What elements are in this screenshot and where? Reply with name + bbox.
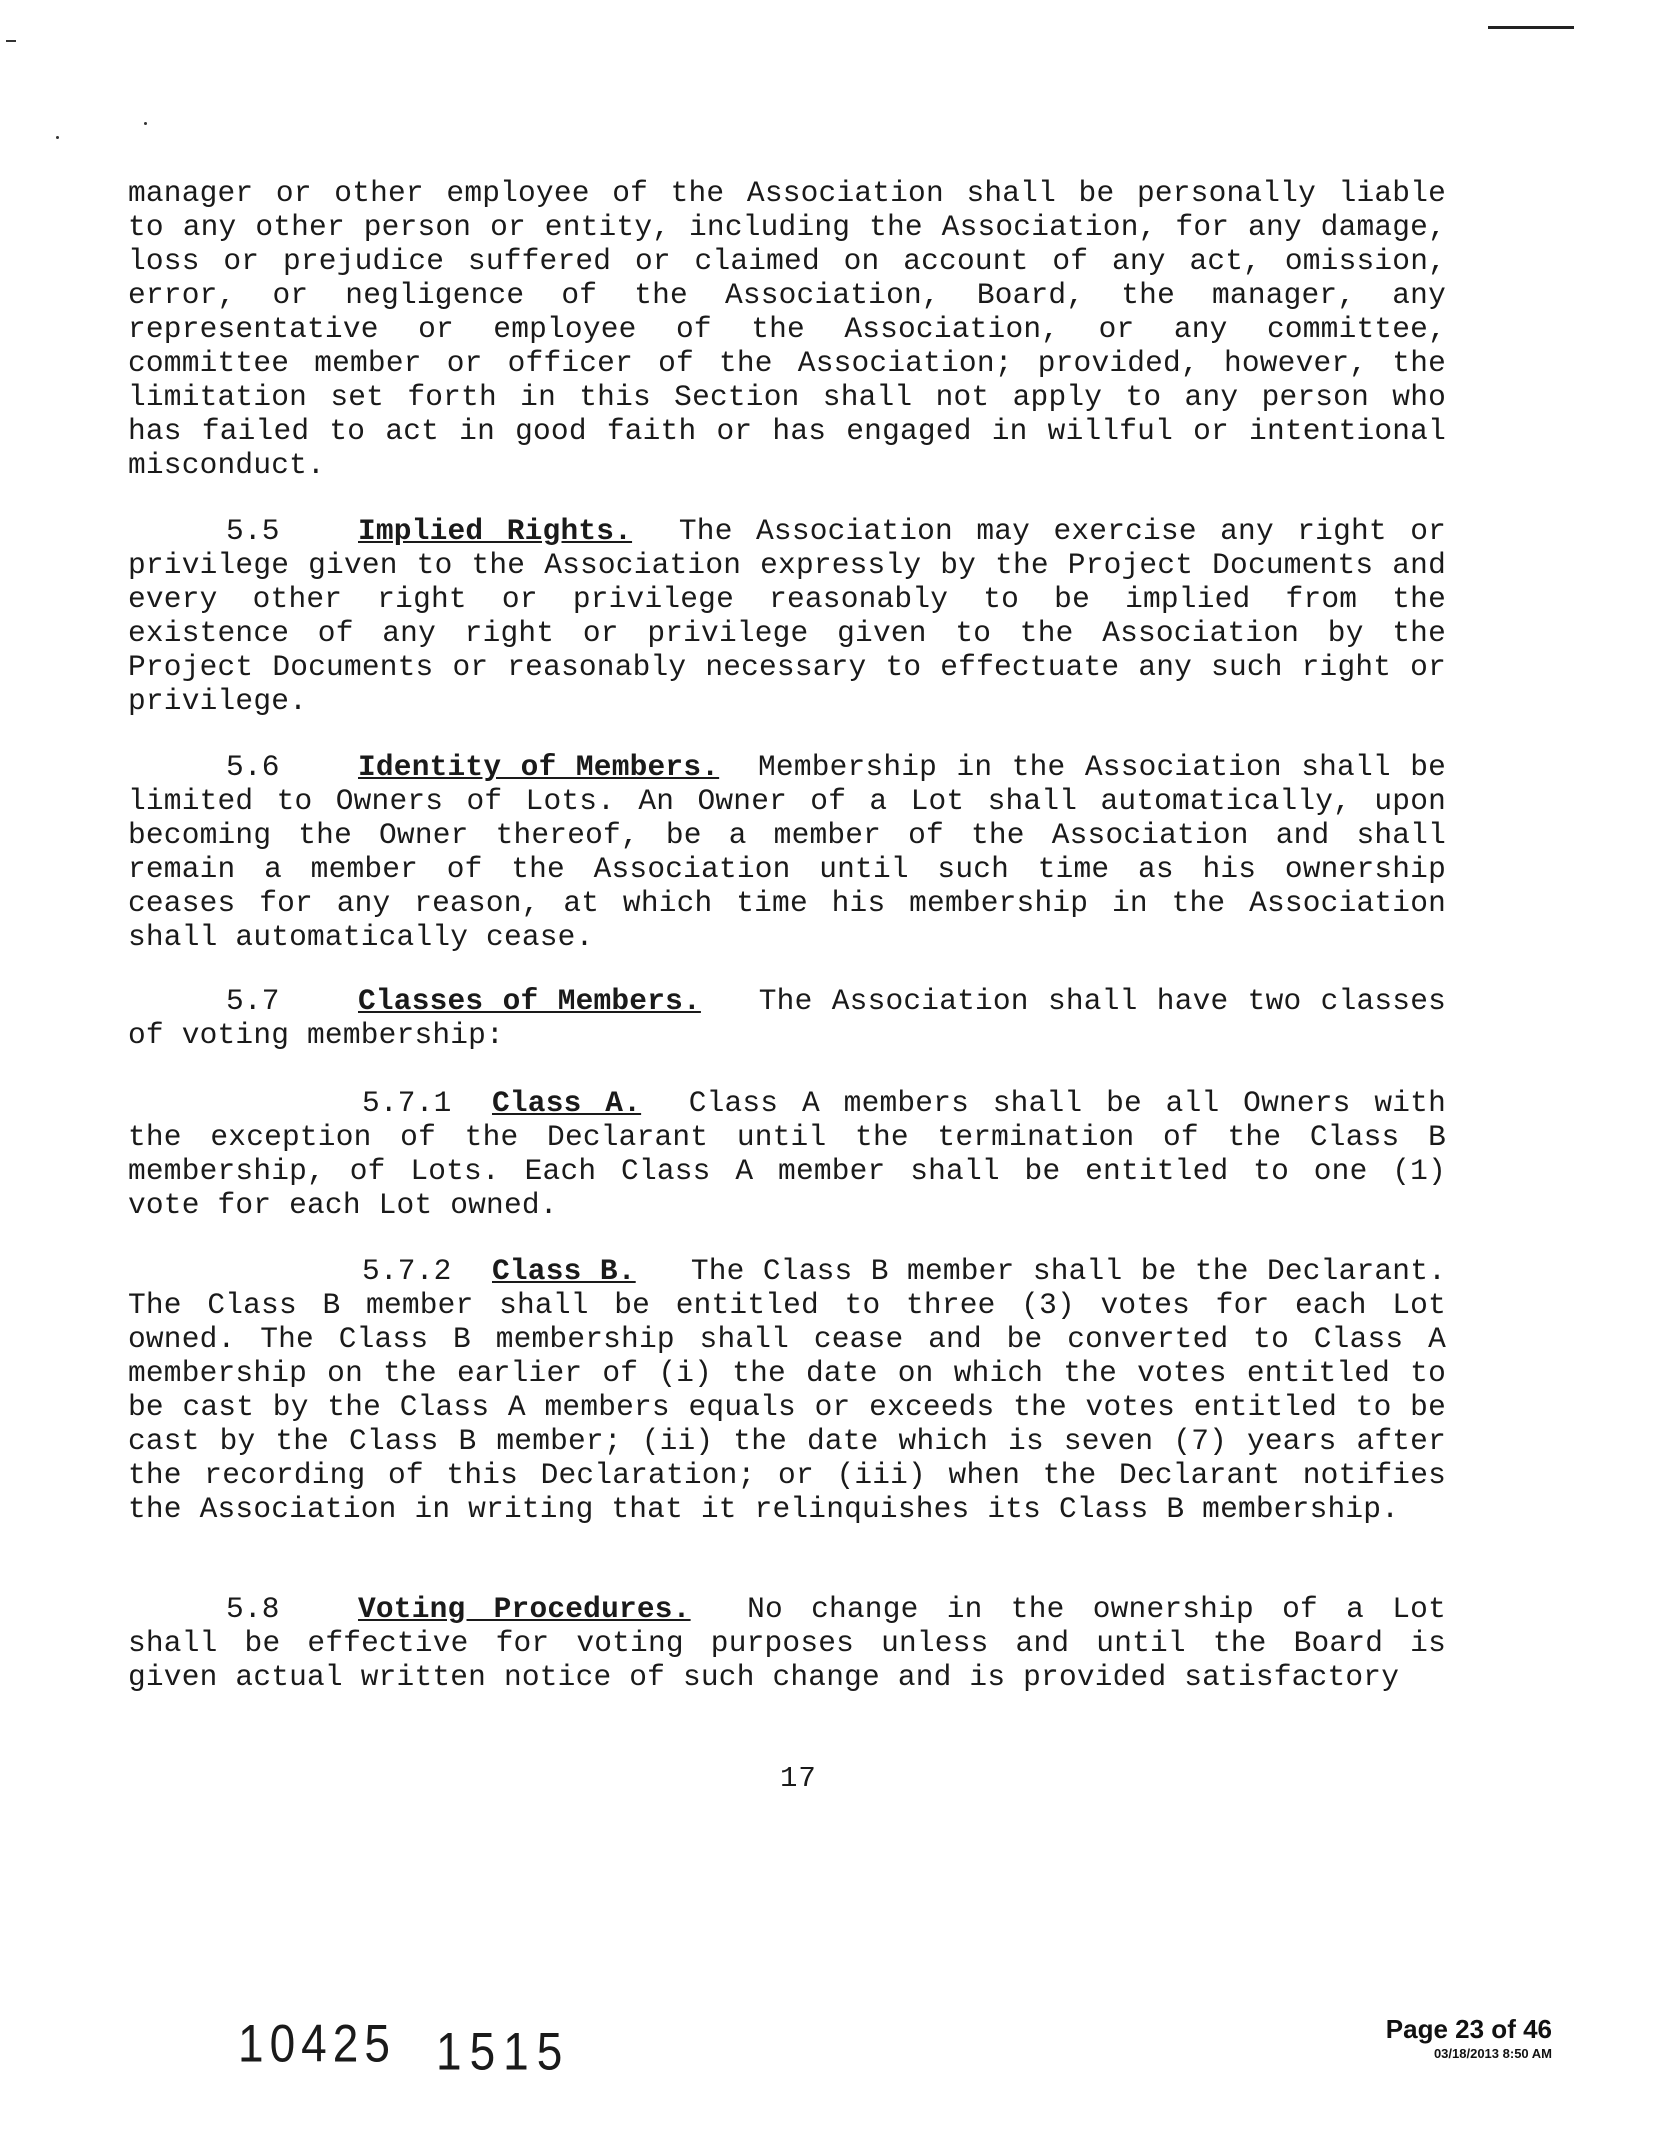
section-heading: Class A. [492,1086,642,1120]
section-heading: Class B. [492,1254,636,1288]
section-heading: Voting Procedures. [358,1592,691,1626]
stamp-date: 03/18/2013 8:50 AM [1433,2046,1552,2061]
section-5-7-2 [128,1254,1446,1526]
scan-mark [6,40,16,42]
section-heading: Implied Rights. [358,514,633,548]
scan-speck [56,136,59,139]
section-text: The Class B member shall be the Declarant. The Class B member shall be entitled to three (3) votes for each Lot owned. The Class B membership shall cease and be converted to Class A membership on the earlier of (i) the date on which the votes entitled to be cast by the Class A members equals or exceeds the votes entitled to be cast by the Class B member; (ii) the date which is seven (7) years after the recording of this Declaration; or (iii) when the Declarant notifies the Association in writing that it relinquishes its Class B membership. [128,1254,1446,1526]
section-text: No change in the ownership of a Lot shall be effective for voting purposes unless and until the Board is given actual written notice of such change and is provided satisfactory [128,1592,1446,1694]
section-number: 5.7.1 [362,1086,452,1120]
section-text: Membership in the Association shall be limited to Owners of Lots. An Owner of a Lot shall automatically, upon becoming the Owner thereof, be a member of the Association and shall remain a member of the Association until such time as his ownership ceases for any reason, at which time his membership in the Association shall automatically cease. [128,750,1447,954]
section-heading: Classes of Members. [358,984,701,1018]
section-number: 5.6 [226,750,280,784]
section-text: The Association may exercise any right or privilege given to the Association expressly by the Project Documents and every other right or privilege reasonably to be implied from the existence of any right or privilege given to the Association by the Project Documents or reasonably necessary to effectuate any such right or privilege. [128,514,1446,718]
stamp-page-count: Page 23 of 46 [1385,2014,1552,2044]
section-5-7-1 [128,1086,1446,1222]
section-text: The Association shall have two classes of voting membership: [128,984,1446,1052]
section-number: 5.7 [226,984,280,1018]
section-heading: Identity of Members. [358,750,720,784]
section-text: Class A members shall be all Owners with the exception of the Declarant until the termination of the Class B membership, of Lots. Each Class A member shall be entitled to one (1) vote for each Lot owned. [128,1086,1446,1222]
section-5-8 [128,1592,1446,1694]
scan-speck [144,122,147,125]
book-number: 10425 [238,2013,396,2073]
section-number: 5.7.2 [362,1254,452,1288]
section-number: 5.5 [226,514,280,548]
section-5-5 [128,514,1446,718]
section-5-6 [128,750,1446,954]
scan-mark [1488,26,1574,29]
page-number: 17 [780,1762,817,1795]
continuation-paragraph: manager or other employee of the Association shall be personally liable to any other person or entity, including the Association, for any damage, loss or prejudice suffered or claimed on account of any act, omission, error, or negligence of the Association, Board, the manager, any representative or employee of the Association, or any committee, committee member or officer of the Association; provided, however, the limitation set forth in this Section shall not apply to any person who has failed to act in good faith or has engaged in willful or intentional misconduct. [128,176,1446,482]
section-5-7 [128,984,1446,1052]
recording-stamp [1340,2014,1552,2061]
book-page-number: 1515 [436,2021,571,2081]
section-number: 5.8 [226,1592,280,1626]
